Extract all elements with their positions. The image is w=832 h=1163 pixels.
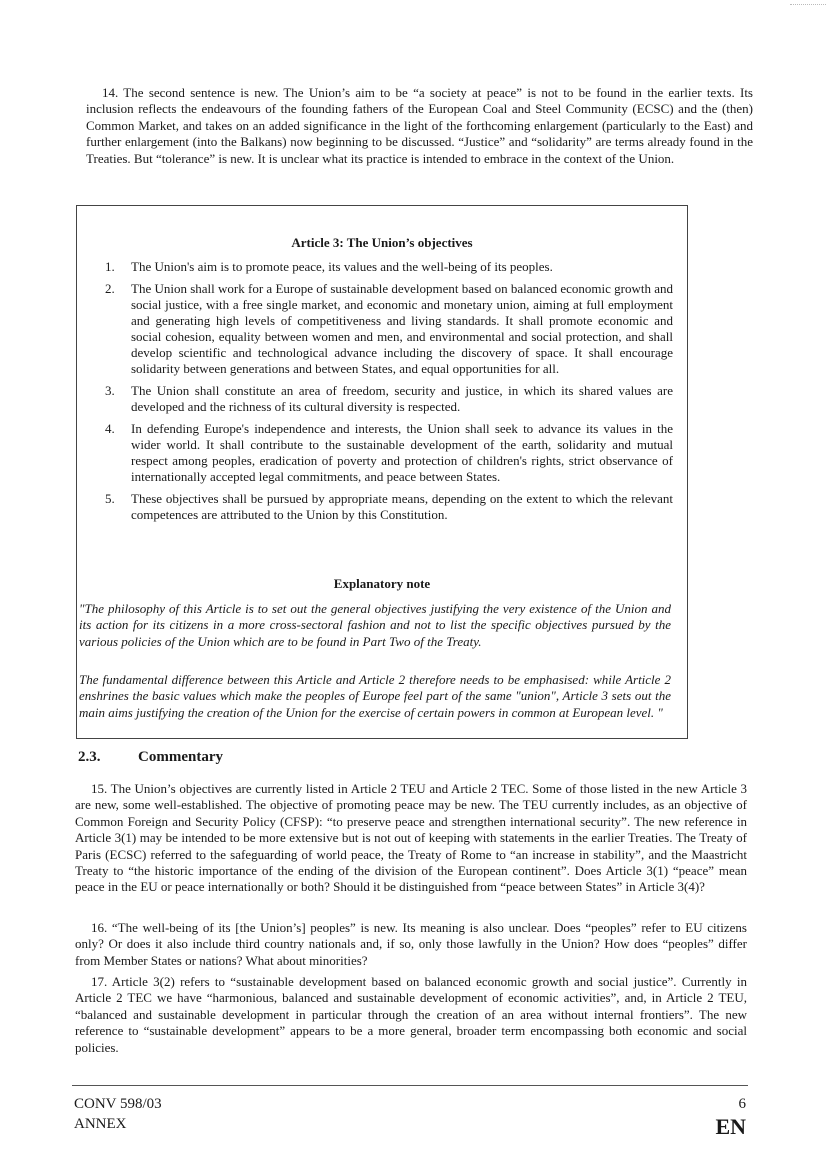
list-item (105, 281, 673, 377)
paragraph-15: 15. The Union’s objectives are currently listed in Article 2 TEU and Article 2 TEC. Some of those listed in the new Article 3 are new, some well-established. The objective of promoting peace may be new. The TEU currently includes, as an objective of Common Foreign and Security Policy (CFSP): “to preserve peace and strengthen international security”. The new reference in Article 3(1) may be intended to be more extensive but is not out of keeping with statements in the earlier Treaties. The Treaty of Paris (ECSC) referred to the safeguarding of world peace, the Treaty of Rome to “an increase in stability”, and the Maastricht Treaty to “the historic importance of the ending of the division of the European continent”. Does Article 3(1) “peace” mean peace in the EU or peace internationally or both? Should it be distinguished from “peace between States” in Article 3(4)? (75, 781, 747, 895)
list-item-number: 3. (105, 383, 115, 398)
footer-left (74, 1094, 162, 1134)
explanatory-note-paragraph-1: "The philosophy of this Article is to set out the general objectives justifying the very existence of the Union and its action for its citizens in a more cross-sectoral fashion and not to list the specific objectives pursued by the various policies of the Union which are to be found in Part Two of the Treaty. (79, 601, 671, 649)
explanatory-note-paragraph-2: The fundamental difference between this Article and Article 2 therefore needs to be emphasised: while Article 2 enshrines the basic values which make the peoples of Europe feel part of the same "union", Article 3 sets out the main aims justifying the creation of the Union for the exercise of certain powers in common at European level. " (79, 672, 671, 720)
footer-right (715, 1094, 746, 1140)
footer-divider (72, 1085, 748, 1086)
paragraph-17: 17. Article 3(2) refers to “sustainable development based on balanced economic growth and social justice”. Currently in Article 2 TEC we have “harmonious, balanced and sustainable development of economic activities”, and, in Article 2 TEU, “balanced and sustainable development in particular through the creation of an area without internal frontiers”. The new reference to “sustainable development” appears to be a more general, broader term encompassing both economic and social policies. (75, 974, 747, 1055)
corner-marks (790, 0, 826, 5)
paragraph-16: 16. “The well-being of its [the Union’s] peoples” is new. Its meaning is also unclear. Does “peoples” refer to EU citizens only? Or does it also include third country nationals and, if so, only those lawfully in the Union? How does “peoples” differ from Member States or nations? What about minorities? (75, 920, 747, 968)
list-item-text: In defending Europe's independence and interests, the Union shall seek to advance its values in the wider world. It shall contribute to the sustainable development of the earth, solidarity and mutual respect among peoples, eradication of poverty and protection of children's rights, strict observance of internationally accepted legal commitments, and peace between States. (131, 421, 673, 484)
list-item-number: 4. (105, 421, 115, 436)
list-item (105, 421, 673, 485)
article-list (105, 259, 673, 529)
annex-label: ANNEX (74, 1116, 127, 1132)
list-item-text: The Union's aim is to promote peace, its values and the well-being of its peoples. (131, 259, 553, 274)
paragraph-14: 14. The second sentence is new. The Union’s aim to be “a society at peace” is not to be found in the earlier texts. Its inclusion reflects the endeavours of the founding fathers of the European Coal and Steel Community (ECSC) and the (then) Common Market, and takes on an added significance in the light of the forthcoming enlargement (particularly to the East) and further enlargement (into the Balkans) now beginning to be discussed. “Justice” and “solidarity” are terms already found in the Treaties. But “tolerance” is new. It is unclear what its practice is intended to embrace in the context of the Union. (86, 85, 753, 166)
article-title: Article 3: The Union’s objectives (291, 235, 473, 250)
document-reference: CONV 598/03 (74, 1096, 162, 1112)
list-item-text: These objectives shall be pursued by appropriate means, depending on the extent to which the relevant competences are attributed to the Union by this Constitution. (131, 491, 673, 522)
explanatory-note-title: Explanatory note (333, 576, 431, 591)
section-title: Commentary (138, 749, 223, 765)
section-heading (78, 749, 223, 766)
page-number: 6 (738, 1096, 746, 1112)
list-item (105, 259, 673, 275)
article-box (76, 205, 688, 739)
section-number: 2.3. (78, 749, 101, 765)
language-code: EN (715, 1114, 746, 1139)
list-item (105, 383, 673, 415)
list-item-number: 2. (105, 281, 115, 296)
list-item-text: The Union shall constitute an area of freedom, security and justice, in which its shared values are developed and the richness of its cultural diversity is respected. (131, 383, 673, 414)
list-item-number: 1. (105, 259, 115, 274)
list-item (105, 491, 673, 523)
list-item-number: 5. (105, 491, 115, 506)
list-item-text: The Union shall work for a Europe of sustainable development based on balanced economic growth and social justice, with a free single market, and economic and monetary union, aiming at full employment and generating high levels of competitiveness and living standards. It shall promote economic and social cohesion, equality between women and men, and environmental and social protection, and shall develop scientific and technological advance including the discovery of space. It shall encourage solidarity between generations and between States, and equal opportunities for all. (131, 281, 673, 376)
